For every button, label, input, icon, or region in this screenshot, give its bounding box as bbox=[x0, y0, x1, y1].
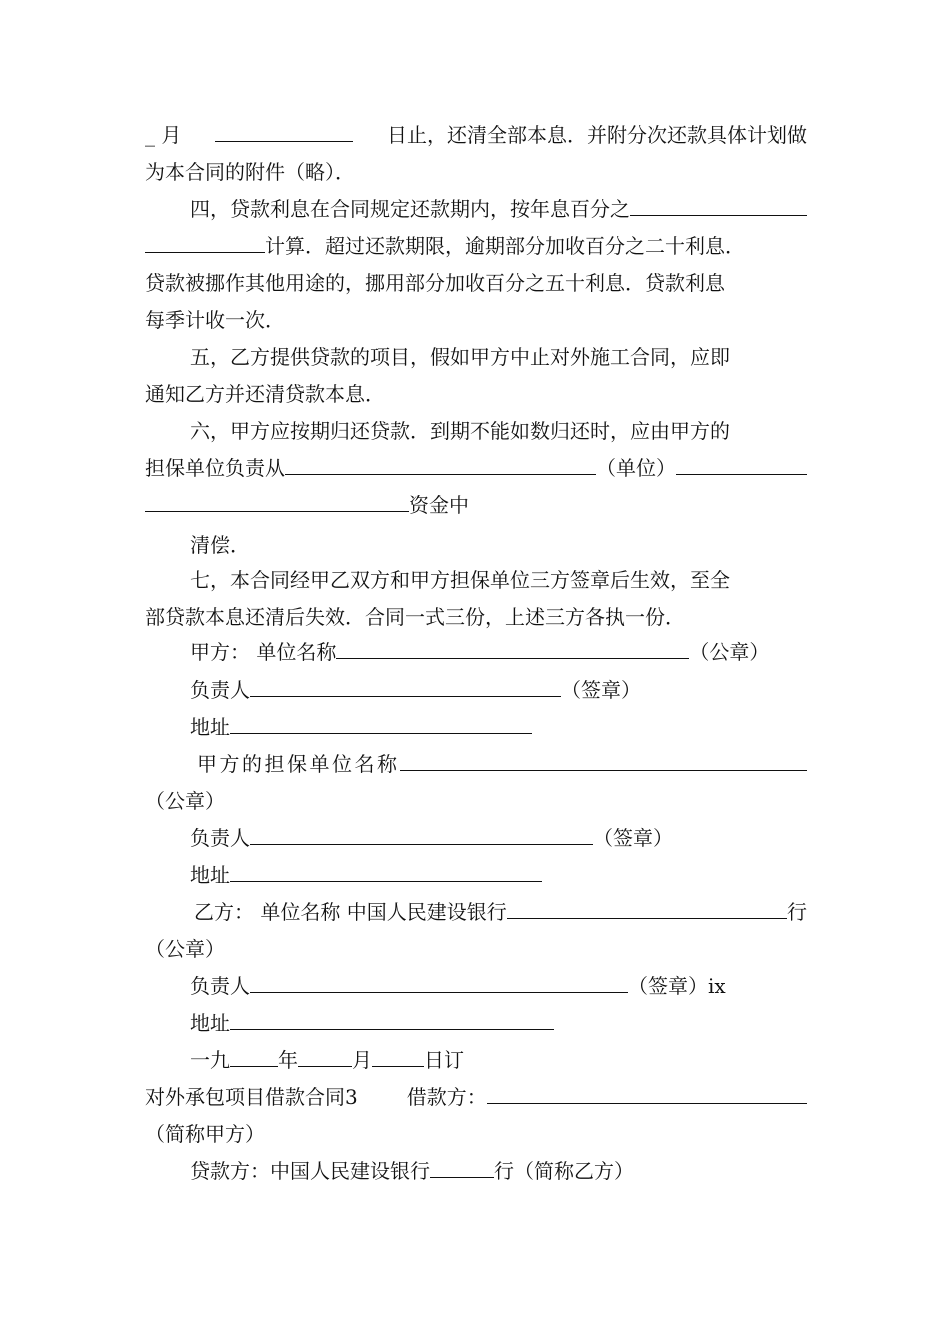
blank-line bbox=[230, 714, 532, 734]
blank-line bbox=[285, 455, 596, 475]
guarantor-responsible-person: 负责人 （签章） bbox=[190, 826, 673, 850]
paragraph-6: 六，甲方应按期归还贷款．到期不能如数归还时，应由甲方的 bbox=[190, 419, 730, 443]
blank-line bbox=[250, 973, 628, 993]
blank-line bbox=[230, 1010, 554, 1030]
party-b-unit-name: 乙方： 单位名称 中国人民建设银行 行 bbox=[194, 900, 807, 924]
party-a-unit-name: 甲方： 单位名称 （公章） bbox=[190, 640, 770, 664]
text-line: 担保单位负责从 （单位） bbox=[145, 455, 807, 481]
text-line: 每季计收一次． bbox=[145, 308, 285, 332]
paragraph-4: 四，贷款利息在合同规定还款期内，按年息百分之 bbox=[190, 196, 807, 222]
blank-line bbox=[230, 862, 542, 882]
party-a-responsible-person: 负责人 （签章） bbox=[190, 678, 641, 702]
blank-line bbox=[298, 1047, 352, 1067]
blank-line bbox=[487, 1084, 807, 1104]
lender-line: 贷款方：中国人民建设银行 行（简称乙方） bbox=[190, 1159, 634, 1183]
blank-line bbox=[250, 677, 561, 697]
text-line: （简称甲方） bbox=[145, 1122, 265, 1146]
guarantor-unit-name: 甲方的担保单位名称 bbox=[190, 751, 807, 777]
text-line: （公章） bbox=[145, 937, 225, 961]
text-line: _ 月 日止，还清全部本息．并附分次还款具体计划做 bbox=[145, 123, 807, 147]
text-line: 为本合同的附件（略）． bbox=[145, 160, 355, 184]
paragraph-5: 五，乙方提供贷款的项目，假如甲方中止对外施工合同，应即 bbox=[190, 345, 730, 369]
blank-line bbox=[215, 122, 353, 142]
text-line: （公章） bbox=[145, 789, 225, 813]
party-b-address: 地址 bbox=[190, 1010, 807, 1036]
section-heading: 对外承包项目借款合同3 借款方： bbox=[145, 1084, 807, 1110]
blank-line bbox=[230, 1047, 278, 1067]
blank-line bbox=[676, 455, 807, 475]
blank-line bbox=[400, 751, 808, 771]
text-line: 清偿． bbox=[190, 533, 250, 557]
blank-line bbox=[507, 899, 787, 919]
paragraph-7: 七，本合同经甲乙双方和甲方担保单位三方签章后生效，至全 bbox=[190, 568, 730, 592]
text-line: 贷款被挪作其他用途的，挪用部分加收百分之五十利息．贷款利息 bbox=[145, 271, 725, 295]
blank-line bbox=[145, 233, 265, 253]
guarantor-address: 地址 bbox=[190, 862, 807, 888]
text-line: 通知乙方并还清贷款本息． bbox=[145, 382, 385, 406]
blank-line bbox=[630, 196, 807, 216]
blank-line bbox=[430, 1158, 494, 1178]
text-line: 计算．超过还款期限，逾期部分加收百分之二十利息． bbox=[145, 233, 807, 259]
blank-line bbox=[250, 825, 593, 845]
blank-line bbox=[145, 492, 409, 512]
blank-line bbox=[372, 1047, 424, 1067]
text-line: 部贷款本息还清后失效．合同一式三份，上述三方各执一份． bbox=[145, 605, 685, 629]
blank-line bbox=[336, 639, 689, 659]
text-line: 资金中 bbox=[145, 492, 807, 518]
signing-date: 一九 年 月 日订 bbox=[190, 1048, 464, 1072]
party-b-responsible-person: 负责人 （签章）ix bbox=[190, 974, 726, 998]
party-a-address: 地址 bbox=[190, 714, 807, 740]
